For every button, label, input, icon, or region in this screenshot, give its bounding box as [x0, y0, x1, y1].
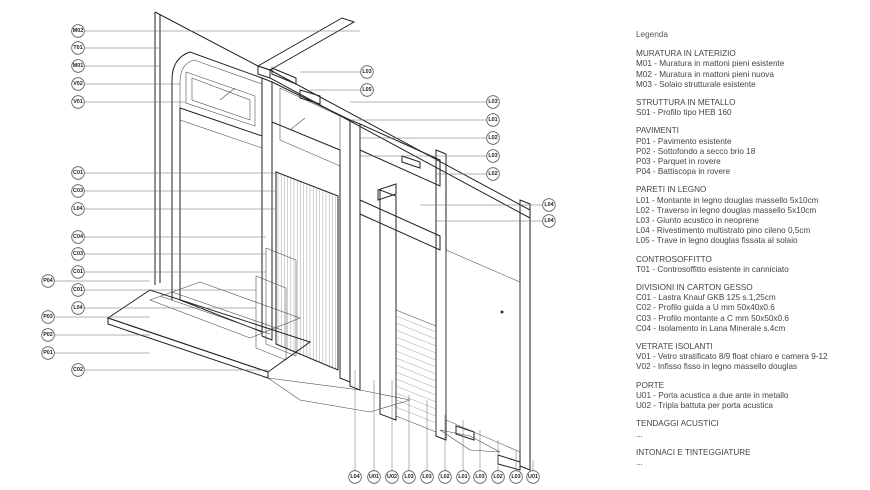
callout-tag-label: L01: [488, 117, 498, 123]
callout-tag-label: M02: [72, 28, 84, 34]
callout-tag-label: L03: [404, 474, 414, 480]
floor-hatching: [396, 316, 436, 423]
legend-panel: [636, 30, 866, 476]
legend-item: C01 - Lastra Knauf GKB 125 s.1,25cm: [636, 293, 776, 303]
callout-tag-label: L04: [73, 206, 83, 212]
legend-item: C03 - Profilo montante a C mm 50x50x0.6: [636, 313, 789, 323]
legend-item: V02 - Infisso fisso in legno massello douglas: [636, 362, 798, 372]
callout-tag-label: M01: [72, 63, 84, 69]
legend-section: [636, 342, 866, 373]
callout-tag: [360, 150, 499, 163]
callout-tag-label: L04: [73, 305, 83, 311]
legend-section: [636, 126, 866, 177]
callout-tag: [527, 460, 540, 483]
callout-tag-label: P01: [43, 350, 53, 356]
wall-axonometric-linework: [108, 12, 530, 470]
callout-tag-label: L03: [475, 474, 485, 480]
callout-tag: [72, 203, 276, 216]
legend-section-title: DIVISIONI IN CARTON GESSO: [636, 283, 753, 293]
legend-item: U02 - Tripla battuta per porta acustica: [636, 401, 773, 411]
callout-tag-label: P02: [43, 332, 53, 338]
callout-tag-label: C01: [73, 287, 83, 293]
callout-tag: [421, 400, 434, 483]
callout-tag: [492, 440, 505, 483]
legend-section: [636, 381, 866, 412]
callout-tag: [72, 231, 266, 244]
legend-section-title: PORTE: [636, 380, 665, 390]
callout-tag-label: L03: [422, 474, 432, 480]
legend-item: P02 - Sottofondo a secco brio 18: [636, 146, 756, 156]
legend-item: ...: [636, 457, 643, 467]
legend-item: U01 - Porta acustica a due ante in metallo: [636, 390, 789, 400]
callout-tag: [300, 66, 373, 79]
legend-item: L03 - Giunto acustico in neoprene: [636, 216, 759, 226]
legend-section-title: TENDAGGI ACUSTICI: [636, 419, 719, 429]
callout-tag-label: C01: [73, 269, 83, 275]
callout-tag-label: L02: [488, 171, 498, 177]
wall-hatching: [278, 174, 336, 368]
legend-item: M03 - Solaio strutturale esistente: [636, 79, 756, 89]
callout-tag-label: U01: [528, 474, 538, 480]
callout-tag: [42, 347, 150, 360]
callout-tag: [42, 329, 150, 342]
callout-tag-label: C03: [73, 251, 83, 257]
callout-tag-label: L02: [440, 474, 450, 480]
legend-item: ...: [636, 429, 643, 439]
callout-tag: [72, 248, 266, 261]
callout-tag: [474, 430, 487, 483]
legend-section-title: MURATURA IN LATERIZIO: [636, 49, 736, 59]
legend-section: [636, 185, 866, 246]
callout-tag: [72, 25, 360, 38]
callout-tag-label: L03: [511, 474, 521, 480]
legend-section: [636, 98, 866, 118]
legend-item: M02 - Muratura in mattoni pieni nuova: [636, 69, 774, 79]
callout-tag-label: L03: [488, 153, 498, 159]
callout-tag-label: V01: [73, 99, 83, 105]
callout-tag-label: U02: [387, 474, 397, 480]
legend-item: T01 - Controsoffitto esistente in canniciato: [636, 264, 789, 274]
legend-item: P04 - Battiscopa in rovere: [636, 167, 731, 177]
callout-tag: [42, 311, 150, 324]
legend-section-title: INTONACI E TINTEGGIATURE: [636, 447, 751, 457]
callout-tag-label: L05: [362, 87, 372, 93]
legend-section: [636, 49, 866, 90]
callout-tag-label: L01: [458, 474, 468, 480]
callout-tag: [72, 364, 268, 377]
callout-tag-label: L02: [488, 135, 498, 141]
legend-section-title: CONTROSOFFITTO: [636, 254, 712, 264]
callout-tag-label: P04: [43, 278, 53, 284]
legend-title: Legenda: [636, 30, 668, 39]
callout-tag: [72, 96, 186, 109]
legend-item: M01 - Muratura in mattoni pieni esistente: [636, 59, 785, 69]
callout-tag-label: L04: [350, 474, 360, 480]
callout-tag: [72, 266, 266, 279]
callout-tag-label: U01: [369, 474, 379, 480]
callout-tag: [72, 42, 160, 55]
callout-tag: [72, 185, 276, 198]
callout-tag: [436, 168, 499, 181]
legend-section: [636, 448, 866, 468]
callout-tag-label: L04: [544, 218, 554, 224]
callout-tag-label: L03: [362, 69, 372, 75]
legend-item: L05 - Trave in legno douglas fissata al solaio: [636, 236, 798, 246]
callout-tag: [42, 275, 150, 288]
legend-item: S01 - Profilo tipo HEB 160: [636, 108, 732, 118]
callout-tag: [72, 78, 180, 91]
legend-section: [636, 283, 866, 334]
callout-tag-label: C03: [73, 188, 83, 194]
callout-tag: [436, 215, 555, 228]
legend-item: V01 - Vetro stratificato 8/9 float chiaro e camera 9-12: [636, 352, 828, 362]
callout-tag-label: L03: [488, 99, 498, 105]
callout-tag: [349, 370, 362, 483]
legend-section: [636, 419, 866, 439]
callout-tag: [420, 199, 555, 212]
legend-section-title: PARETI IN LEGNO: [636, 185, 707, 195]
callout-tag-label: C02: [73, 367, 83, 373]
callout-tag: [350, 96, 499, 109]
legend-section-title: VETRATE ISOLANTI: [636, 342, 713, 352]
callout-tag-label: L02: [493, 474, 503, 480]
legend-item: L01 - Montante in legno douglas massello 5x10cm: [636, 195, 819, 205]
legend-item: P01 - Pavimento esistente: [636, 136, 732, 146]
callout-tag: [368, 380, 381, 483]
callout-tag: [72, 167, 276, 180]
callout-tag-label: P03: [43, 314, 53, 320]
legend-section-title: PAVIMENTI: [636, 126, 679, 136]
legend-item: L04 - Rivestimento multistrato pino cileno 0,5cm: [636, 226, 811, 236]
callout-tag: [310, 84, 373, 97]
legend-item: L02 - Traverso in legno douglas massello 5x10cm: [636, 205, 817, 215]
callout-tag-label: C04: [73, 234, 83, 240]
legend-section-title: STRUTTURA IN METALLO: [636, 98, 736, 108]
legend-sections: [636, 49, 866, 468]
callout-tag-label: L04: [544, 202, 554, 208]
callout-tag: [439, 415, 452, 483]
legend-item: P03 - Parquet in rovere: [636, 157, 721, 167]
callout-tag-label: T01: [73, 45, 83, 51]
callout-tag-label: V02: [73, 81, 83, 87]
callout-tag: [403, 395, 416, 483]
callout-tag: [72, 302, 256, 315]
callout-tag-label: C01: [73, 170, 83, 176]
legend-item: C04 - Isolamento in Lana Minerale s.4cm: [636, 323, 786, 333]
callout-tag: [72, 60, 160, 73]
legend-item: C02 - Profilo guida a U mm 50x40x0.6: [636, 303, 775, 313]
callout-tag: [350, 114, 499, 127]
legend-section: [636, 255, 866, 275]
